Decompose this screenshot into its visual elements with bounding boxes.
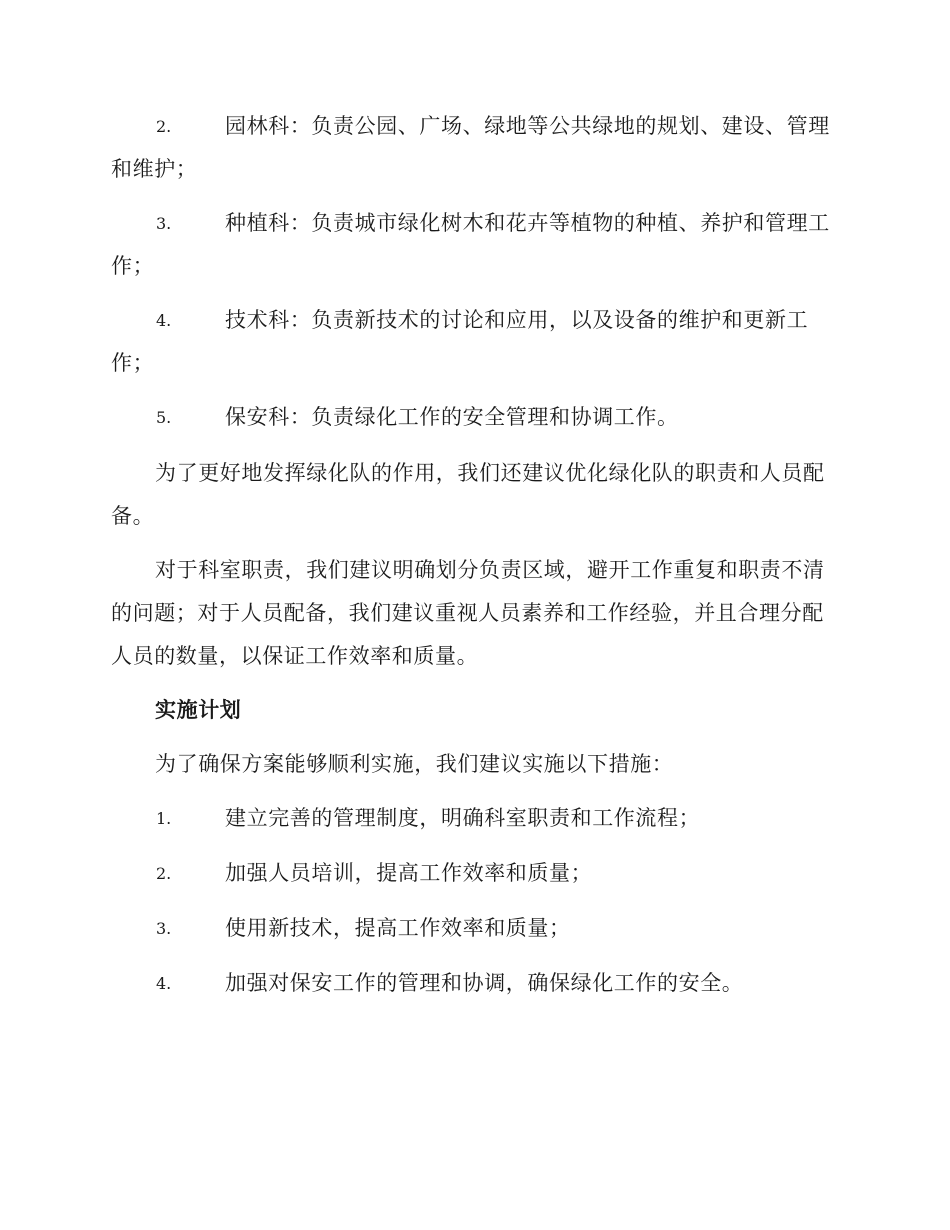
list-number: 2. <box>156 117 172 136</box>
list-number: 3. <box>156 214 172 233</box>
list-text: 加强对保安工作的管理和协调，确保绿化工作的安全。 <box>225 971 744 995</box>
body-paragraph: 为了更好地发挥绿化队的作用，我们还建议优化绿化队的职责和人员配备。 <box>111 461 825 528</box>
list-item <box>111 105 836 191</box>
list-text: 技术科：负责新技术的讨论和应用，以及设备的维护和更新工作； <box>111 308 809 375</box>
list-text: 使用新技术，提高工作效率和质量； <box>225 916 571 940</box>
list-number: 4. <box>156 974 172 993</box>
list-text: 保安科：负责绿化工作的安全管理和协调工作。 <box>225 405 679 429</box>
list-text: 建立完善的管理制度，明确科室职责和工作流程； <box>225 806 701 830</box>
section-intro: 为了确保方案能够顺利实施，我们建议实施以下措施： <box>155 752 674 776</box>
body-paragraph: 对于科室职责，我们建议明确划分负责区域，避开工作重复和职责不清的问题；对于人员配备，我们建议重视人员素养和工作经验，并且合理分配人员的数量，以保证工作效率和质量。 <box>111 558 825 668</box>
list-number: 2. <box>156 864 172 883</box>
list-number: 3. <box>156 919 172 938</box>
list-item <box>111 907 836 950</box>
list-text: 种植科：负责城市绿化树木和花卉等植物的种植、养护和管理工作； <box>111 211 830 278</box>
list-text: 园林科：负责公园、广场、绿地等公共绿地的规划、建设、管理和维护； <box>111 114 830 181</box>
list-number: 4. <box>156 311 172 330</box>
list-item <box>111 852 836 895</box>
list-item <box>111 299 836 385</box>
list-item <box>111 396 836 439</box>
list-text: 加强人员培训，提高工作效率和质量； <box>225 861 593 885</box>
list-number: 1. <box>156 809 172 828</box>
list-number: 5. <box>156 408 172 427</box>
section-heading: 实施计划 <box>155 698 242 722</box>
list-item <box>111 962 836 1005</box>
list-item <box>111 797 836 840</box>
list-item <box>111 202 836 288</box>
